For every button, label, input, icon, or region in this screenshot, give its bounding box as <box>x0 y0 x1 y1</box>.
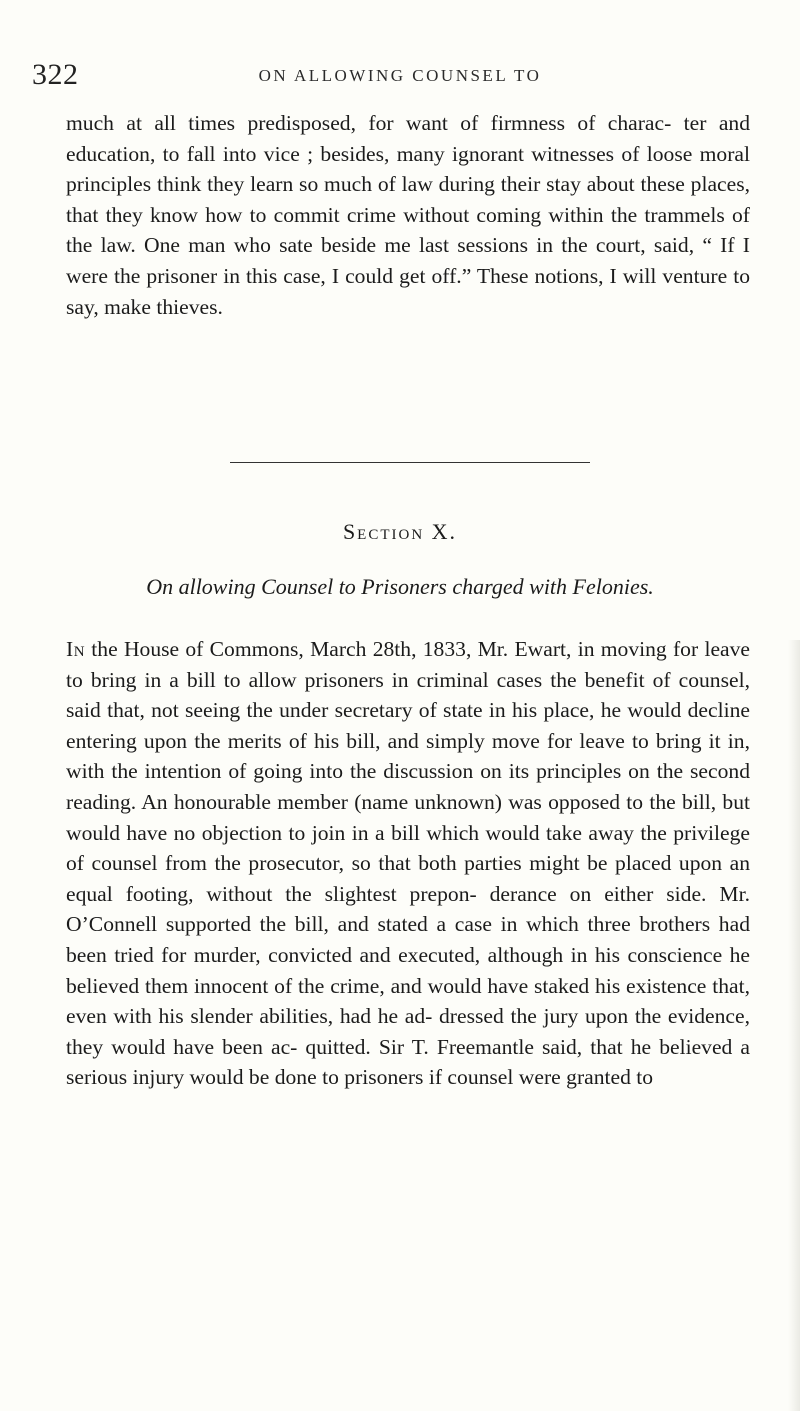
page-edge-shadow <box>788 640 800 1411</box>
paragraph-continued <box>66 108 750 322</box>
section-heading: Section X. <box>342 519 458 544</box>
page-header <box>0 58 800 94</box>
page-number: 322 <box>32 58 79 91</box>
running-title: ON ALLOWING COUNSEL TO <box>258 66 542 85</box>
paragraph-text: the House of Commons, March 28th, 1833, Mr. Ewart, in moving for leave to bring in a bill to allow prisoners in criminal cases the benefit of counsel, said that, not seeing the under secretary of state in his place, he would decline entering upon the merits of his bill, and simply move for leave to bring it in, with the intention of going into the discussion on its principles on the second reading. An honourable member (name unknown) was opposed to the bill, but would have no objection to join in a bill which would take away the privilege of counsel from the prosecutor, so that both parties might be placed upon an equal footing, without the slightest prepon- derance on either side. Mr. O’Connell supported the bill, and stated a case in which three brothers had been tried for murder, convicted and executed, although in his conscience he believed them innocent of the crime, and would have staked his existence that, even with his slender abilities, had he ad- dressed the jury upon the evidence, they would have been ac- quitted. Sir T. Freemantle said, that he believed a serious injury would be done to prisoners if counsel were granted to <box>66 637 750 1090</box>
paragraph-body <box>66 634 750 1093</box>
section-divider <box>230 462 590 463</box>
paragraph-text: much at all times predisposed, for want of firmness of charac- ter and education, to fall into vice ; besides, many ignorant witnesses of loose moral principles think they learn so much of law during their stay about these places, that they know how to commit crime without coming within the trammels of the law. One man who sate beside me last sessions in the court, said, “ If I were the prisoner in this case, I could get off.” These notions, I will venture to say, make thieves. <box>66 111 750 319</box>
section-paragraph <box>66 634 750 1093</box>
section-subtitle: On allowing Counsel to Prisoners charged with Felonies. <box>146 574 654 599</box>
paragraph-lead-word: In <box>66 637 86 661</box>
